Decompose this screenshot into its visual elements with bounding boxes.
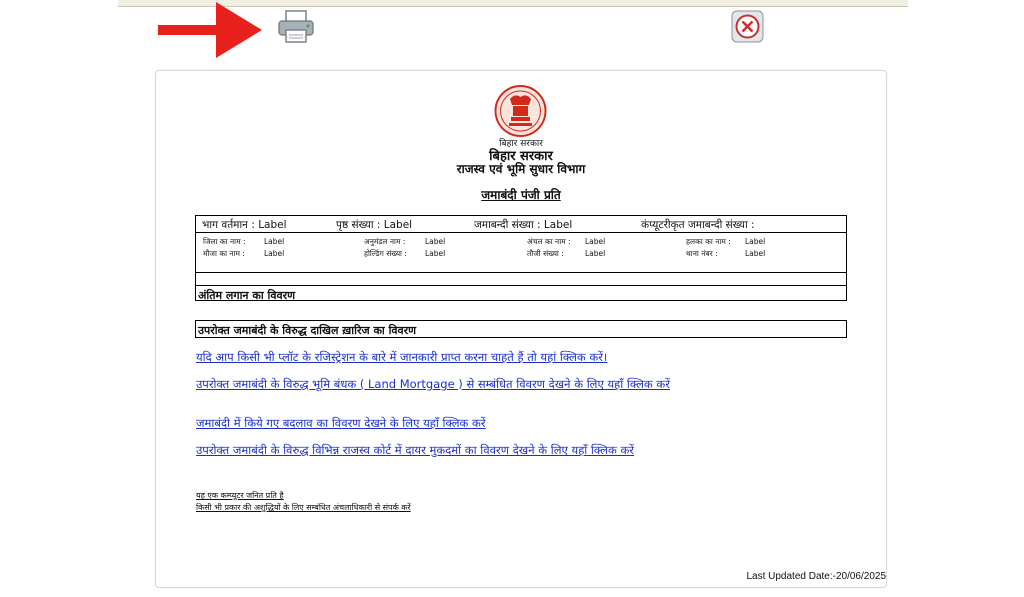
jamabandi-info-table: [195, 215, 847, 301]
mauja-value: Label: [264, 249, 285, 258]
jamabandi-changes-link[interactable]: जमाबंदी में किये गए बदलाव का विवरण देखने के लिए यहाँ क्लिक करें: [196, 416, 486, 430]
holding-value: Label: [425, 249, 446, 258]
halka-value: Label: [745, 237, 766, 246]
bhag-vartaman: भाग वर्तमान : Label: [202, 219, 287, 231]
jamabandi-sankhya: जमाबन्दी संख्या : Label: [474, 219, 573, 231]
zila-value: Label: [264, 237, 285, 246]
mauja-label: मौजा का नाम :: [203, 249, 245, 258]
thauji-label: तौजी संख्या :: [527, 249, 564, 258]
thauji-value: Label: [585, 249, 606, 258]
kharij-section: [195, 320, 847, 338]
table-divider: [196, 285, 846, 286]
anumandal-label: अनुमंडल नाम :: [364, 237, 406, 246]
printer-icon: [276, 8, 316, 46]
prishth-sankhya: पृष्ठ संख्या : Label: [336, 219, 413, 231]
government-name: बिहार सरकार: [489, 149, 553, 164]
halka-label: हलका का नाम :: [686, 237, 731, 246]
anumandal-value: Label: [425, 237, 446, 246]
close-circle-icon: [731, 10, 764, 43]
computerikrit-jamabandi: कंप्यूटरीकृत जमाबन्दी संख्या :: [641, 219, 755, 231]
kharij-section-title: उपरोक्त जमाबंदी के विरुद्ध दाखिल ख़ारिज का विवरण: [198, 324, 417, 337]
anchal-value: Label: [585, 237, 606, 246]
document-title: जमाबंदी पंजी प्रति: [481, 188, 561, 202]
table-divider: [196, 272, 846, 273]
thana-value: Label: [745, 249, 766, 258]
print-button[interactable]: [276, 8, 316, 46]
registration-info-link[interactable]: यदि आप किसी भी प्लॉट के रजिस्ट्रेशन के बारे में जानकारी प्राप्त करना चाहते हैं तो यहां क्लिक करें।: [196, 350, 608, 364]
red-arrow-icon: [156, 0, 266, 62]
summary-row: [196, 216, 846, 233]
last-updated-date: Last Updated Date:-20/06/2025: [746, 571, 886, 582]
court-cases-link[interactable]: उपरोक्त जमाबंदी के विरुद्ध विभिन्न राजस्व कोर्ट में दायर मुकदमों का विवरण देखने के लिए यहाँ क्लिक करें: [196, 443, 634, 457]
zila-label: जिला का नाम :: [203, 237, 246, 246]
thana-label: थाना नंबर :: [686, 249, 718, 258]
holding-label: होल्डिंग संख्या :: [364, 249, 407, 258]
lagan-section-title: अंतिम लगान का विवरण: [198, 289, 296, 302]
anchal-label: अंचल का नाम :: [527, 237, 571, 246]
computer-generated-note: यह एक कम्प्यूटर जनित प्रति है: [196, 491, 284, 500]
emblem-caption: बिहार सरकार: [499, 139, 543, 149]
bihar-emblem-icon: [489, 85, 552, 137]
contact-note: किसी भी प्रकार की अशुद्धियों के लिए सम्बंधित अंचलाधिकारी से संपर्क करें: [196, 503, 411, 512]
close-button[interactable]: [731, 10, 764, 43]
land-mortgage-link[interactable]: उपरोक्त जमाबंदी के विरुद्ध भूमि बंधक ( Land Mortgage ) से सम्बंधित विवरण देखने के लिए यहाँ क्लिक करें: [196, 377, 670, 391]
department-name: राजस्व एवं भूमि सुधार विभाग: [456, 162, 586, 176]
